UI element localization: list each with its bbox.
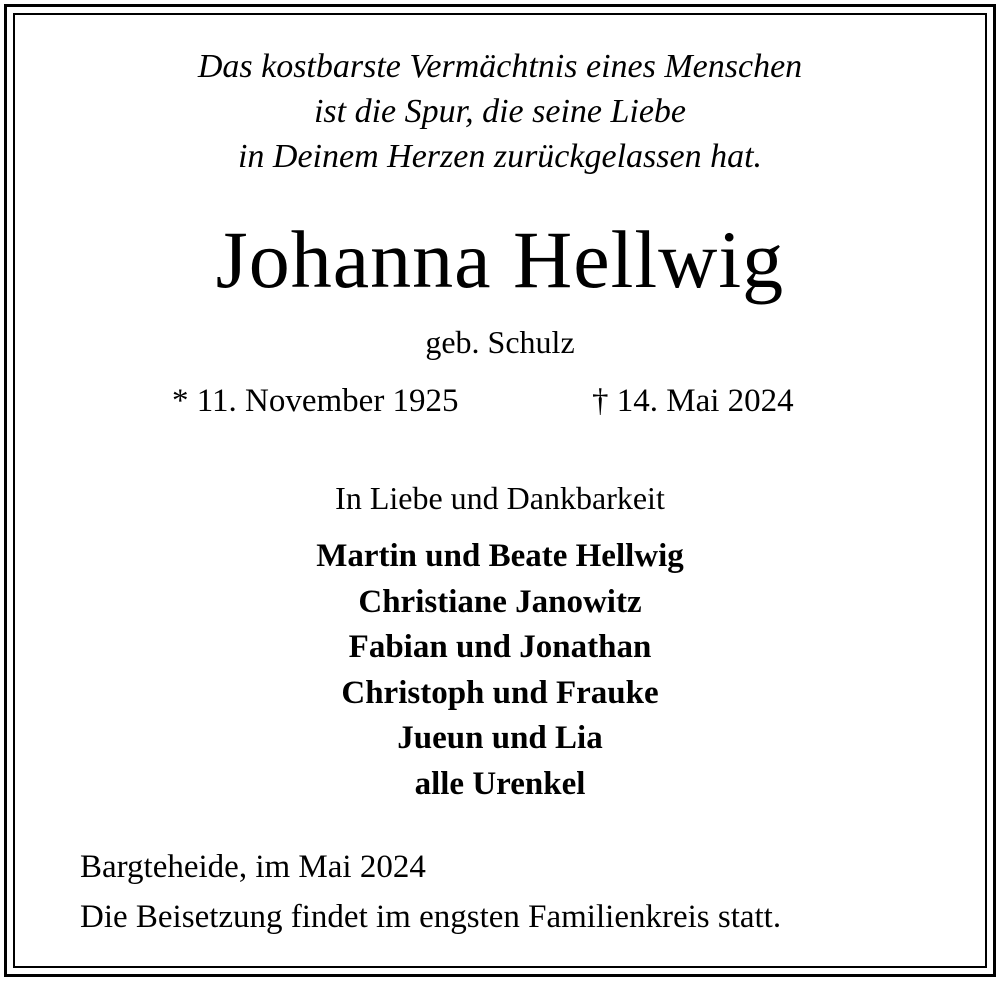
mourner-name: Martin und Beate Hellwig [316,538,684,574]
footer [80,842,781,942]
mourner-name: Christiane Janowitz [358,583,642,620]
funeral-note: Die Beisetzung findet im engsten Familienkreis statt. [80,899,782,935]
mourner-name: Fabian und Jonathan [348,629,652,666]
death-date: † 14. Mai 2024 [592,383,794,419]
mourner-name: Jueun und Lia [397,720,603,757]
mourner-name: alle Urenkel [414,765,586,802]
thanks-line: In Liebe und Dankbarkeit [335,480,665,516]
birth-date: * 11. November 1925 [172,383,459,419]
mourners-list [0,534,1000,808]
verse-line: Das kostbarste Vermächtnis eines Menschen [197,48,803,85]
memorial-verse [0,44,1000,179]
verse-line: in Deinem Herzen zurückgelassen hat. [237,138,763,175]
place-date: Bargteheide, im Mai 2024 [80,849,426,885]
maiden-name: geb. Schulz [425,324,575,360]
verse-line: ist die Spur, die seine Liebe [313,93,687,130]
mourner-name: Christoph und Frauke [341,674,659,711]
deceased-name: Johanna Hellwig [215,214,785,305]
